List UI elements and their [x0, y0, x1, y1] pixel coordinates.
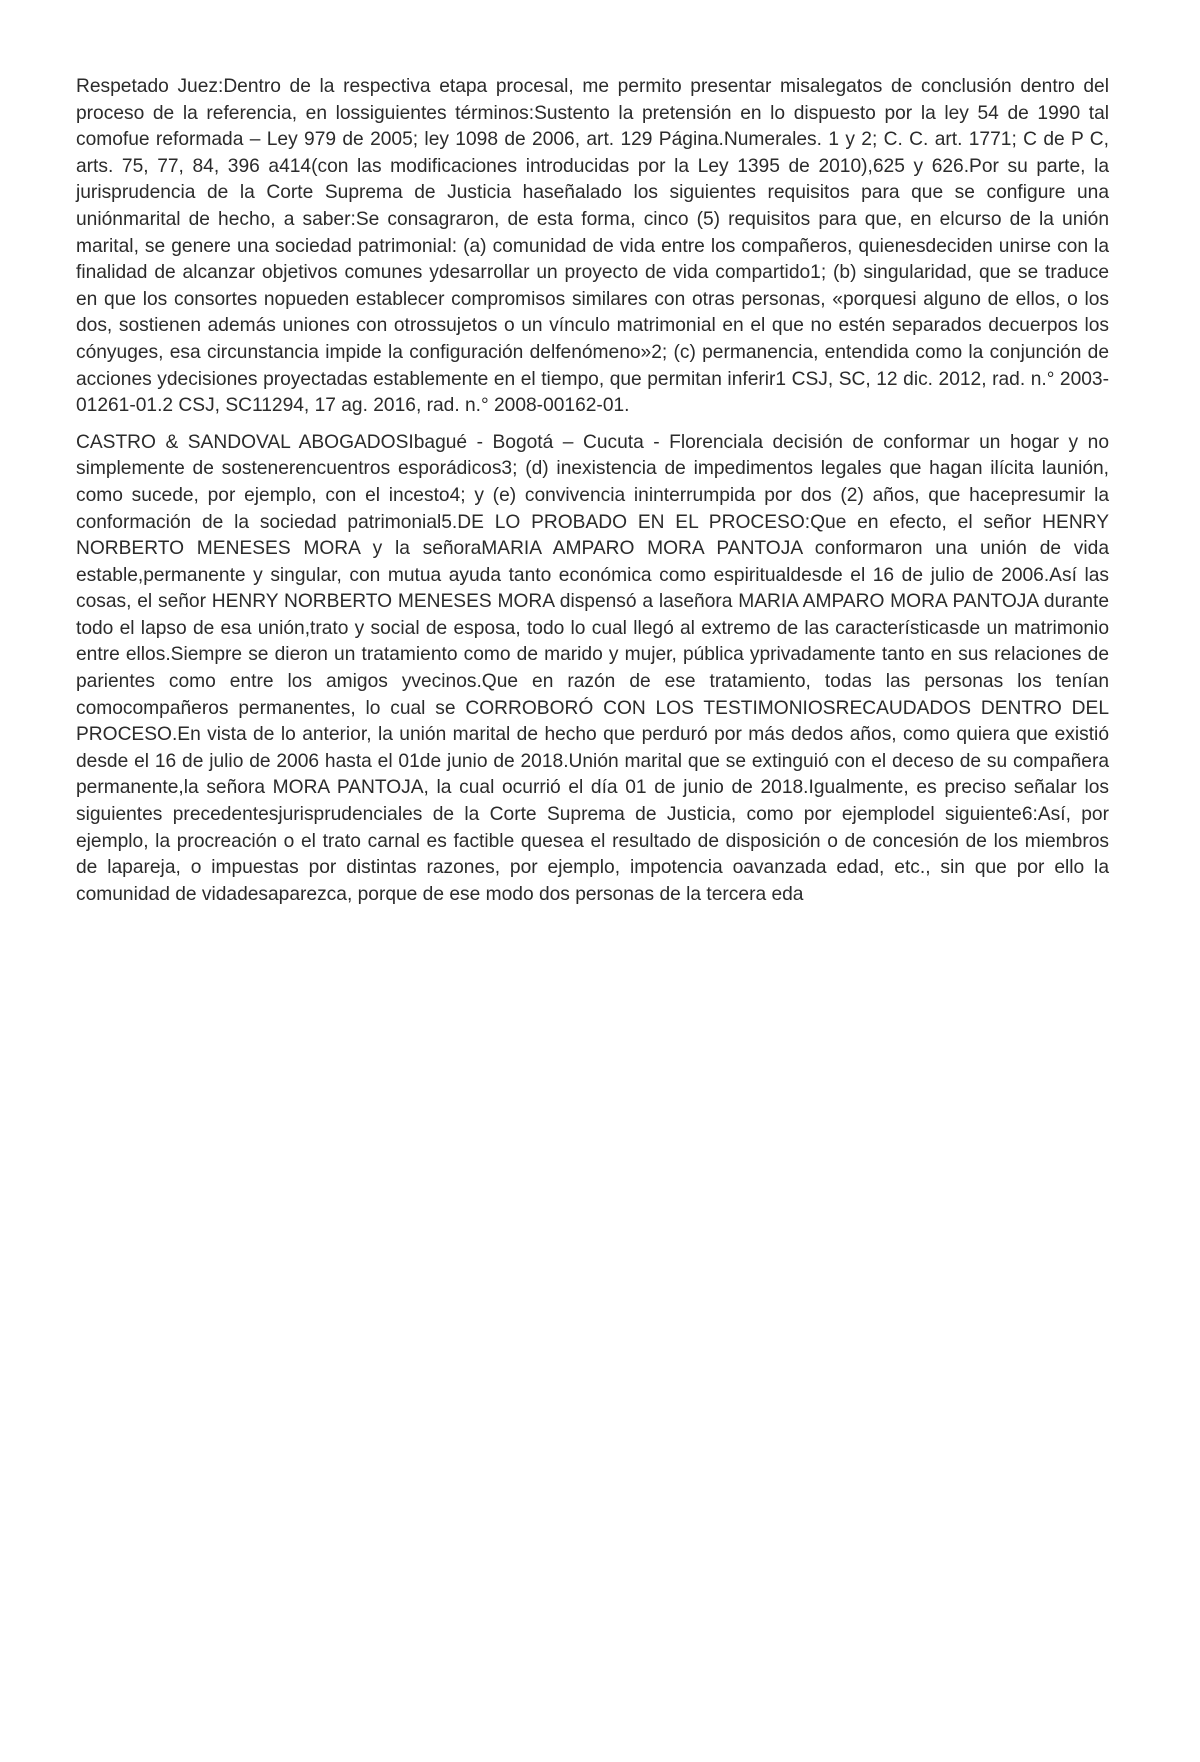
document-body [76, 74, 1109, 908]
paragraph-alegatos-intro: Respetado Juez:Dentro de la respectiva etapa procesal, me permito presentar misalegatos de conclusión dentro del proceso de la referencia, en lossiguientes términos:Sustento la pretensión en lo dispuesto por la ley 54 de 1990 tal comofue reformada – Ley 979 de 2005; ley 1098 de 2006, art. 129 Página.Numerales. 1 y 2; C. C. art. 1771; C de P C, arts. 75, 77, 84, 396 a414(con las modificaciones introducidas por la Ley 1395 de 2010),625 y 626.Por su parte, la jurisprudencia de la Corte Suprema de Justicia haseñalado los siguientes requisitos para que se configure una uniónmarital de hecho, a saber:Se consagraron, de esta forma, cinco (5) requisitos para que, en elcurso de la unión marital, se genere una sociedad patrimonial: (a) comunidad de vida entre los compañeros, quienesdeciden unirse con la finalidad de alcanzar objetivos comunes ydesarrollar un proyecto de vida compartido1; (b) singularidad, que se traduce en que los consortes nopueden establecer compromisos similares con otras personas, «porquesi alguno de ellos, o los dos, sostienen además uniones con otrossujetos o un vínculo matrimonial en el que no estén separados decuerpos los cónyuges, esa circunstancia impide la configuración delfenómeno»2; (c) permanencia, entendida como la conjunción de acciones ydecisiones proyectadas establemente en el tiempo, que permitan inferir1 CSJ, SC, 12 dic. 2012, rad. n.° 2003-01261-01.2 CSJ, SC11294, 17 ag. 2016, rad. n.° 2008-00162-01. [76, 76, 1109, 417]
paragraph-probado-proceso: CASTRO & SANDOVAL ABOGADOSIbagué - Bogotá – Cucuta - Florencialа decisión de conformar un hogar y no simplemente de sostenerencuentros esporádicos3; (d) inexistencia de impedimentos legales que hagan ilícita launión, como sucede, por ejemplo, con el incesto4; y (e) convivencia ininterrumpida por dos (2) años, que hacepresumir la conformación de la sociedad patrimonial5.DE LO PROBADO EN EL PROCESO:Que en efecto, el señor HENRY NORBERTO MENESES MORA y la señoraMARIA AMPARO MORA PANTOJA conformaron una unión de vida estable,permanente y singular, con mutua ayuda tanto económica como espiritualdesde el 16 de julio de 2006.Así las cosas, el señor HENRY NORBERTO MENESES MORA dispensó a laseñora MARIA AMPARO MORA PANTOJA durante todo el lapso de esa unión,trato y social de esposa, todo lo cual llegó al extremo de las característicasde un matrimonio entre ellos.Siempre se dieron un tratamiento como de marido y mujer, pública yprivadamente tanto en sus relaciones de parientes como entre los amigos yvecinos.Que en razón de ese tratamiento, todas las personas los tenían comocompañeros permanentes, lo cual se CORROBORÓ CON LOS TESTIMONIOSRECAUDADOS DENTRO DEL PROCESO.En vista de lo anterior, la unión marital de hecho que perduró por más dedos años, como quiera que existió desde el 16 de julio de 2006 hasta el 01de junio de 2018.Unión marital que se extinguió con el deceso de su compañera permanente,la señora MORA PANTOJA, la cual ocurrió el día 01 de junio de 2018.Igualmente, es preciso señalar los siguientes precedentesjurisprudenciales de la Corte Suprema de Justicia, como por ejemplodel siguiente6:Así, por ejemplo, la procreación o el trato carnal es factible quesea el resultado de disposición o de concesión de los miembros de lapareja, o impuestas por distintas razones, por ejemplo, impotencia oavanzada edad, etc., sin que por ello la comunidad de vidadesaparezca, porque de ese modo dos personas de la tercera eda [76, 431, 1109, 905]
